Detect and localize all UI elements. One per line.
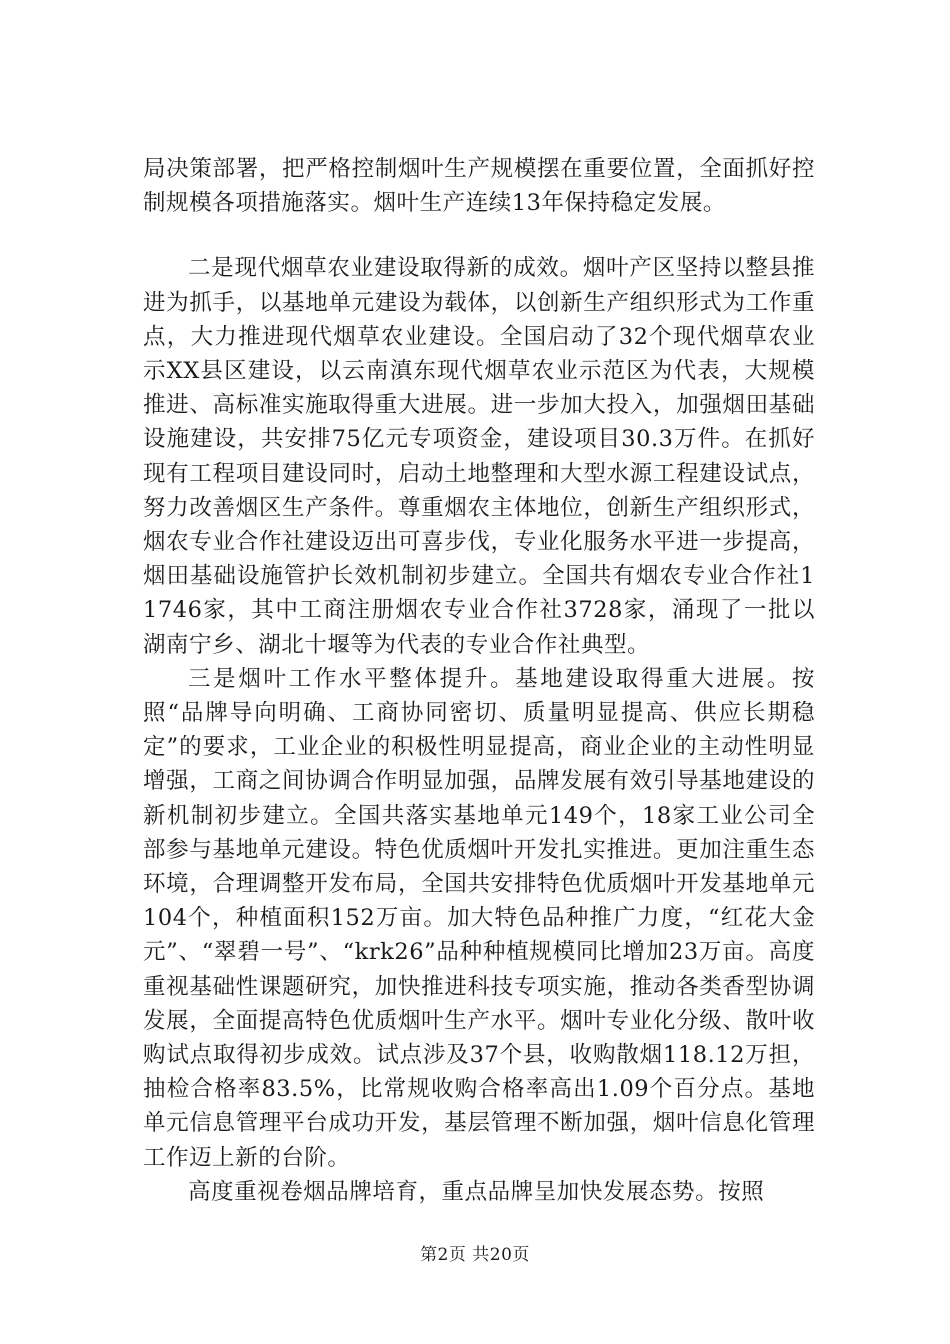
paragraph-3: 三是烟叶工作水平整体提升。基地建设取得重大进展。按照“品牌导向明确、工商协同密切、质量明显提高、供应长期稳定”的要求，工业企业的积极性明显提高，商业企业的主动性明显增强，工商之间协调合作明显加强，品牌发展有效引导基地建设的新机制初步建立。全国共落实基地单元149个，18家工业公司全部参与基地单元建设。特色优质烟叶开发扎实推进。更加注重生态环境，合理调整开发布局，全国共安排特色优质烟叶开发基地单元104个，种植面积152万亩。加大特色品种推广力度，“红花大金元”、“翠碧一号”、“krk26”品种种植规模同比增加23万亩。高度重视基础性课题研究，加快推进科技专项实施，推动各类香型协调发展，全面提高特色优质烟叶生产水平。烟叶专业化分级、散叶收购试点取得初步成效。试点涉及37个县，收购散烟118.12万担，抽检合格率83.5%，比常规收购合格率高出1.09个百分点。基地单元信息管理平台成功开发，基层管理不断加强，烟叶信息化管理工作迈上新的台阶。	[143, 665, 815, 1171]
paragraph-4: 高度重视卷烟品牌培育，重点品牌呈加快发展态势。按照	[188, 1178, 765, 1205]
paragraph-2: 二是现代烟草农业建设取得新的成效。烟叶产区坚持以整县推进为抓手，以基地单元建设为载体，以创新生产组织形式为工作重点，大力推进现代烟草农业建设。全国启动了32个现代烟草农业示XX县区建设，以云南滇东现代烟草农业示范区为代表，大规模推进、高标准实施取得重大进展。进一步加大投入，加强烟田基础设施建设，共安排75亿元专项资金，建设项目30.3万件。在抓好现有工程项目建设同时，启动土地整理和大型水源工程建设试点，努力改善烟区生产条件。尊重烟农主体地位，创新生产组织形式，烟农专业合作社建设迈出可喜步伐，专业化服务水平进一步提高，烟田基础设施管护长效机制初步建立。全国共有烟农专业合作社11746家，其中工商注册烟农专业合作社3728家，涌现了一批以湖南宁乡、湖北十堰等为代表的专业合作社典型。	[143, 255, 815, 658]
paragraph-1: 局决策部署，把严格控制烟叶生产规模摆在重要位置，全面抓好控制规模各项措施落实。烟叶生产连续13年保持稳定发展。	[143, 156, 815, 217]
document-body	[143, 152, 815, 1209]
page-number-footer: 第2页 共20页	[420, 1245, 530, 1265]
